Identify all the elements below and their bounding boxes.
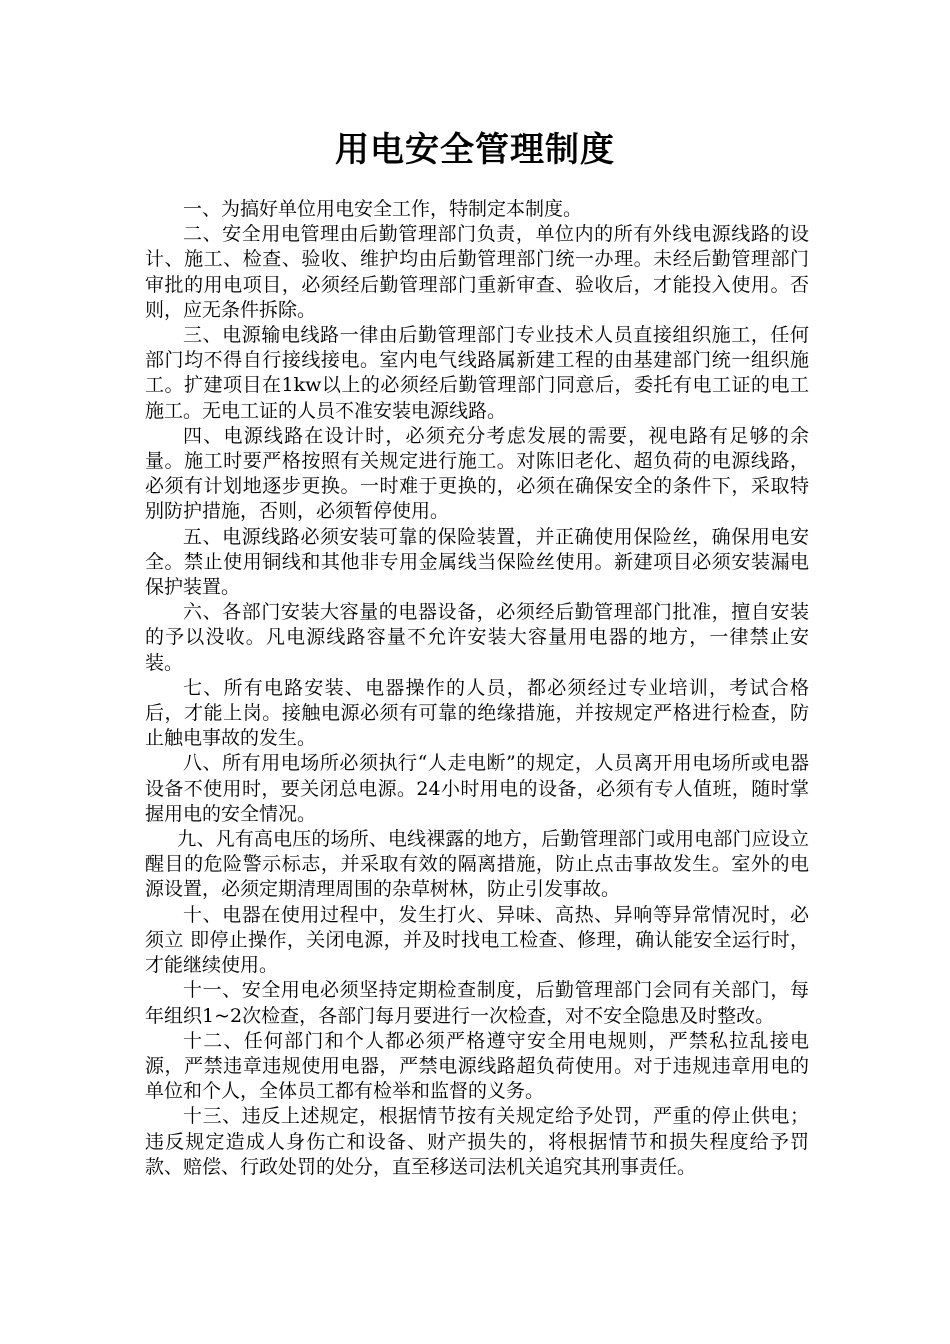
document-body — [145, 197, 809, 1180]
paragraph-6: 六、各部门安装大容量的电器设备，必须经后勤管理部门批准，擅自安装的予以没收。凡电源线路容量不允许安装大容量用电器的地方，一律禁止安装。 — [145, 601, 809, 674]
paragraph-11: 十一、安全用电必须坚持定期检查制度，后勤管理部门会同有关部门，每年组织1~2次检查，各部门每月要进行一次检查，对不安全隐患及时整改。 — [145, 979, 809, 1027]
document-title: 用电安全管理制度 — [335, 130, 615, 170]
paragraph-10: 十、电器在使用过程中，发生打火、异味、高热、异响等异常情况时，必须立 即停止操作，关闭电源，并及时找电工检查、修理，确认能安全运行时，才能继续使用。 — [145, 903, 809, 977]
paragraph-9: 九、凡有高电压的场所、电线裸露的地方，后勤管理部门或用电部门应设立醒目的危险警示标志，并采取有效的隔离措施，防止点击事故发生。室外的电源设置，必须定期清理周围的杂草树林，防止引发事故。 — [145, 828, 809, 901]
paragraph-4: 四、电源线路在设计时，必须充分考虑发展的需要，视电路有足够的余量。施工时要严格按照有关规定进行施工。对陈旧老化、超负荷的电源线路，必须有计划地逐步更换。一时难于更换的，必须在确保安全的条件下，采取特别防护措施，否则，必须暂停使用。 — [145, 424, 809, 523]
paragraph-3: 三、电源输电线路一律由后勤管理部门专业技术人员直接组织施工，任何部门均不得自行接线接电。室内电气线路属新建工程的由基建部门统一组织施工。扩建项目在1kw以上的必须经后勤管理部门同意后，委托有电工证的电工施工。无电工证的人员不准安装电源线路。 — [145, 324, 809, 422]
paragraph-7: 七、所有电路安装、电器操作的人员，都必须经过专业培训，考试合格后，才能上岗。接触电源必须有可靠的绝缘措施，并按规定严格进行检查，防止触电事故的发生。 — [145, 676, 809, 750]
paragraph-13: 十三、违反上述规定，根据情节按有关规定给予处罚，严重的停止供电；违反规定造成人身伤亡和设备、财产损失的，将根据情节和损失程度给予罚款、赔偿、行政处罚的处分，直至移送司法机关追究其刑事责任。 — [145, 1105, 809, 1178]
paragraph-5: 五、电源线路必须安装可靠的保险装置，并正确使用保险丝，确保用电安全。禁止使用铜线和其他非专用金属线当保险丝使用。新建项目必须安装漏电保护装置。 — [145, 525, 809, 599]
paragraph-2: 二、安全用电管理由后勤管理部门负责，单位内的所有外线电源线路的设计、施工、检查、验收、维护均由后勤管理部门统一办理。未经后勤管理部门审批的用电项目，必须经后勤管理部门重新审查、验收后，才能投入使用。否则，应无条件拆除。 — [145, 223, 809, 321]
paragraph-8: 八、所有用电场所必须执行“人走电断”的规定，人员离开用电场所或电器设备不使用时，要关闭总电源。24小时用电的设备，必须有专人值班，随时掌握用电的安全情况。 — [145, 752, 809, 825]
paragraph-12: 十二、任何部门和个人都必须严格遵守安全用电规则，严禁私拉乱接电源，严禁违章违规使用电器，严禁电源线路超负荷使用。对于违规违章用电的单位和个人，全体员工都有检举和监督的义务。 — [145, 1029, 809, 1103]
paragraph-1: 一、为搞好单位用电安全工作，特制定本制度。 — [183, 198, 583, 220]
